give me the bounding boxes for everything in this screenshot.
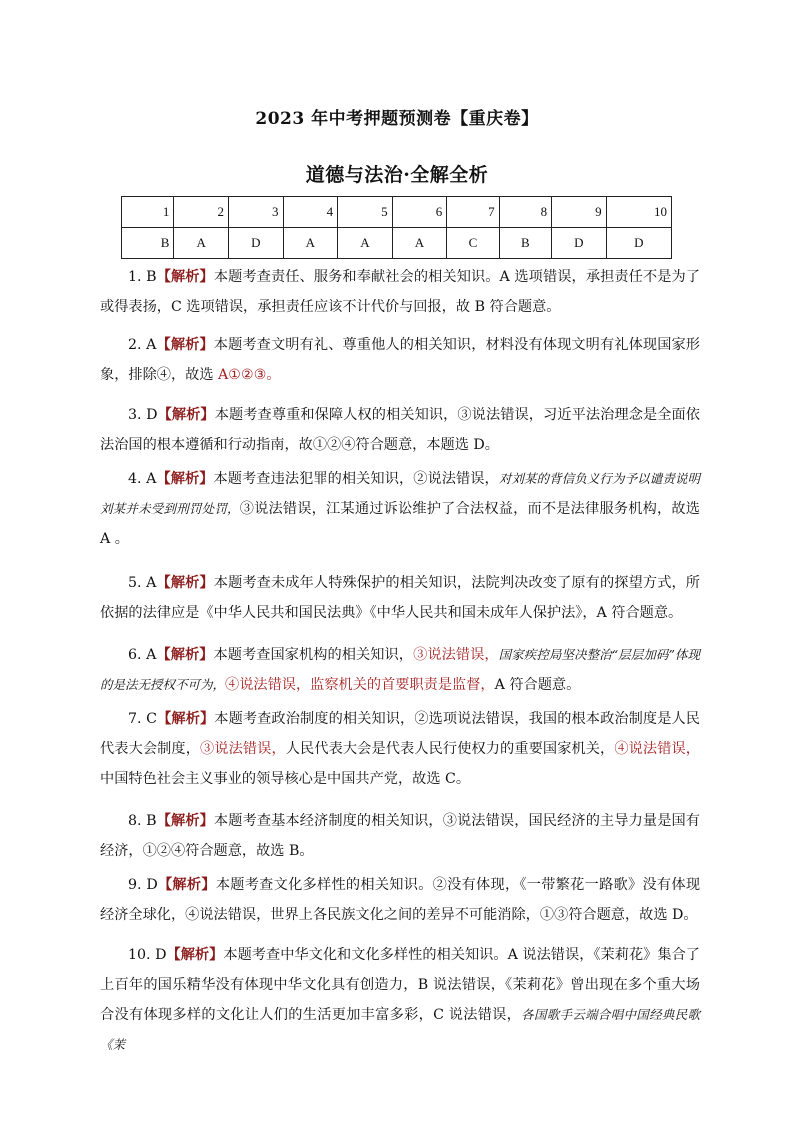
item-answer: C [146, 711, 158, 727]
item-answer: D [155, 947, 167, 963]
analysis-tag: 【解析】 [157, 711, 215, 727]
item-number: 6. [128, 647, 147, 663]
explanation-item [100, 640, 700, 700]
item-number: 3. [128, 407, 147, 423]
explanation-item [100, 940, 700, 1060]
page-subtitle: 道德与法治·全解全析 [305, 164, 489, 186]
explanation-item [100, 806, 700, 866]
answer-cell: A [283, 228, 338, 259]
highlighted-text: ③说法错误， [200, 741, 286, 757]
analysis-tag: 【解析】 [156, 269, 214, 285]
answer-cell: C [447, 228, 499, 259]
question-number-cell: 5 [338, 197, 393, 228]
analysis-tag: 【解析】 [156, 813, 214, 829]
item-number: 8. [128, 813, 147, 829]
question-number-cell: 3 [228, 197, 283, 228]
question-number-cell: 10 [606, 197, 671, 228]
item-answer: B [146, 813, 157, 829]
answer-cell: B [499, 228, 551, 259]
item-answer: B [146, 269, 157, 285]
analysis-tag: 【解析】 [156, 471, 214, 487]
answer-cell: B [122, 228, 174, 259]
item-text: 本题考查文化多样性的相关知识。②没有体现，《一带繁花一路歌》没有体现经济全球化，④说法错误，世界上各民族文化之间的差异不可能消除，①③符合题意，故选 D。 [100, 877, 701, 923]
handwritten-text: 国家疾控局坚决整治“层层加码”体现的是法无授权不可为， [100, 647, 700, 692]
explanation-item [100, 870, 700, 930]
analysis-tag: 【解析】 [166, 947, 224, 963]
item-number: 10. [128, 947, 156, 963]
explanation-item [100, 464, 700, 554]
item-text: 本题考查国家机构的相关知识， [213, 647, 414, 663]
answer-cell: D [606, 228, 671, 259]
item-text: 本题考查尊重和保障人权的相关知识，③说法错误，习近平法治理念是全面依法治国的根本遵循和行动指南，故①②④符合题意，本题选 D。 [100, 407, 700, 453]
item-number: 2. [128, 337, 147, 353]
question-number-cell: 8 [499, 197, 551, 228]
explanation-item [100, 330, 700, 390]
answer-cell: D [552, 228, 607, 259]
item-number: 9. [128, 877, 147, 893]
item-answer: D [146, 407, 158, 423]
item-text: 本题考查未成年人特殊保护的相关知识，法院判决改变了原有的探望方式，所依据的法律应是《中华人民共和国民法典》《中华人民共和国未成年人保护法》，A 符合题意。 [100, 575, 700, 621]
highlighted-text: ③说法错误， [413, 647, 499, 663]
handwritten-text: 对刘某的背信负义行为予以谴责说明刘某并未受到刑罚处罚， [100, 471, 700, 516]
analysis-tag: 【解析】 [157, 407, 215, 423]
highlighted-text: ④说法错误，监察机关的首要职责是监督， [225, 677, 495, 693]
answer-table-answer-row [122, 228, 672, 259]
question-number-cell: 1 [122, 197, 174, 228]
item-text: A 符合题意。 [494, 677, 581, 693]
analysis-tag: 【解析】 [156, 575, 214, 591]
highlighted-text: A①②③。 [218, 367, 281, 383]
item-answer: A [146, 575, 157, 591]
item-text: 本题考查违法犯罪的相关知识，②说法错误， [213, 471, 499, 487]
question-number-cell: 9 [552, 197, 607, 228]
answer-cell: A [174, 228, 229, 259]
item-text: ③说法错误，江某通过诉讼维护了合法权益，而不是法律服务机构，故选 A 。 [100, 501, 700, 547]
item-text: 本题考查责任、服务和奉献社会的相关知识。A 选项错误，承担责任不是为了或得表扬，C 选项错误，承担责任应该不计代价与回报，故 B 符合题意。 [100, 269, 701, 315]
explanation-item [100, 262, 700, 322]
answer-table-number-row [122, 197, 672, 228]
question-number-cell: 7 [447, 197, 499, 228]
answer-cell: D [228, 228, 283, 259]
explanation-item [100, 568, 700, 628]
analysis-tag: 【解析】 [156, 647, 214, 663]
question-number-cell: 4 [283, 197, 338, 228]
answer-cell: A [338, 228, 393, 259]
page-title: 2023 年中考押题预测卷【重庆卷】 [255, 109, 539, 129]
analysis-tag: 【解析】 [156, 337, 214, 353]
item-answer: A [146, 337, 157, 353]
item-text: 人民代表大会是代表人民行使权力的重要国家机关， [285, 741, 615, 757]
item-answer: A [146, 647, 157, 663]
explanation-item [100, 704, 700, 794]
question-number-cell: 2 [174, 197, 229, 228]
item-answer: D [146, 877, 158, 893]
item-answer: A [146, 471, 157, 487]
item-text: 本题考查中华文化和文化多样性的相关知识。A 说法错误，《茉莉花》集合了上百年的国乐精华没有体现中华文化具有创造力，B 说法错误，《茉莉花》曾出现在多个重大场合没有体现多样的文化让人们的生活更加丰富多彩，C 说法错误， [100, 947, 700, 1023]
handwritten-text: 各国歌手云端合唱中国经典民歌《茉 [100, 1007, 700, 1052]
item-number: 5. [128, 575, 147, 591]
highlighted-text: ④说法错误， [614, 741, 700, 757]
item-number: 7. [128, 711, 147, 727]
explanation-list [100, 262, 700, 1060]
item-text: 本题考查基本经济制度的相关知识，③说法错误，国民经济的主导力量是国有经济，①②④符合题意，故选 B。 [100, 813, 700, 859]
item-number: 1. [128, 269, 147, 285]
item-text: 本题考查文明有礼、尊重他人的相关知识，材料没有体现文明有礼体现国家形象，排除④，故选 [100, 337, 700, 383]
item-text: 中国特色社会主义事业的领导核心是中国共产党，故选 C。 [100, 771, 471, 787]
item-number: 4. [128, 471, 147, 487]
analysis-tag: 【解析】 [157, 877, 216, 893]
answer-table [121, 196, 672, 259]
answer-cell: A [392, 228, 447, 259]
explanation-item [100, 400, 700, 460]
item-text: 本题考查政治制度的相关知识，②选项说法错误，我国的根本政治制度是人民代表大会制度， [100, 711, 700, 757]
question-number-cell: 6 [392, 197, 447, 228]
